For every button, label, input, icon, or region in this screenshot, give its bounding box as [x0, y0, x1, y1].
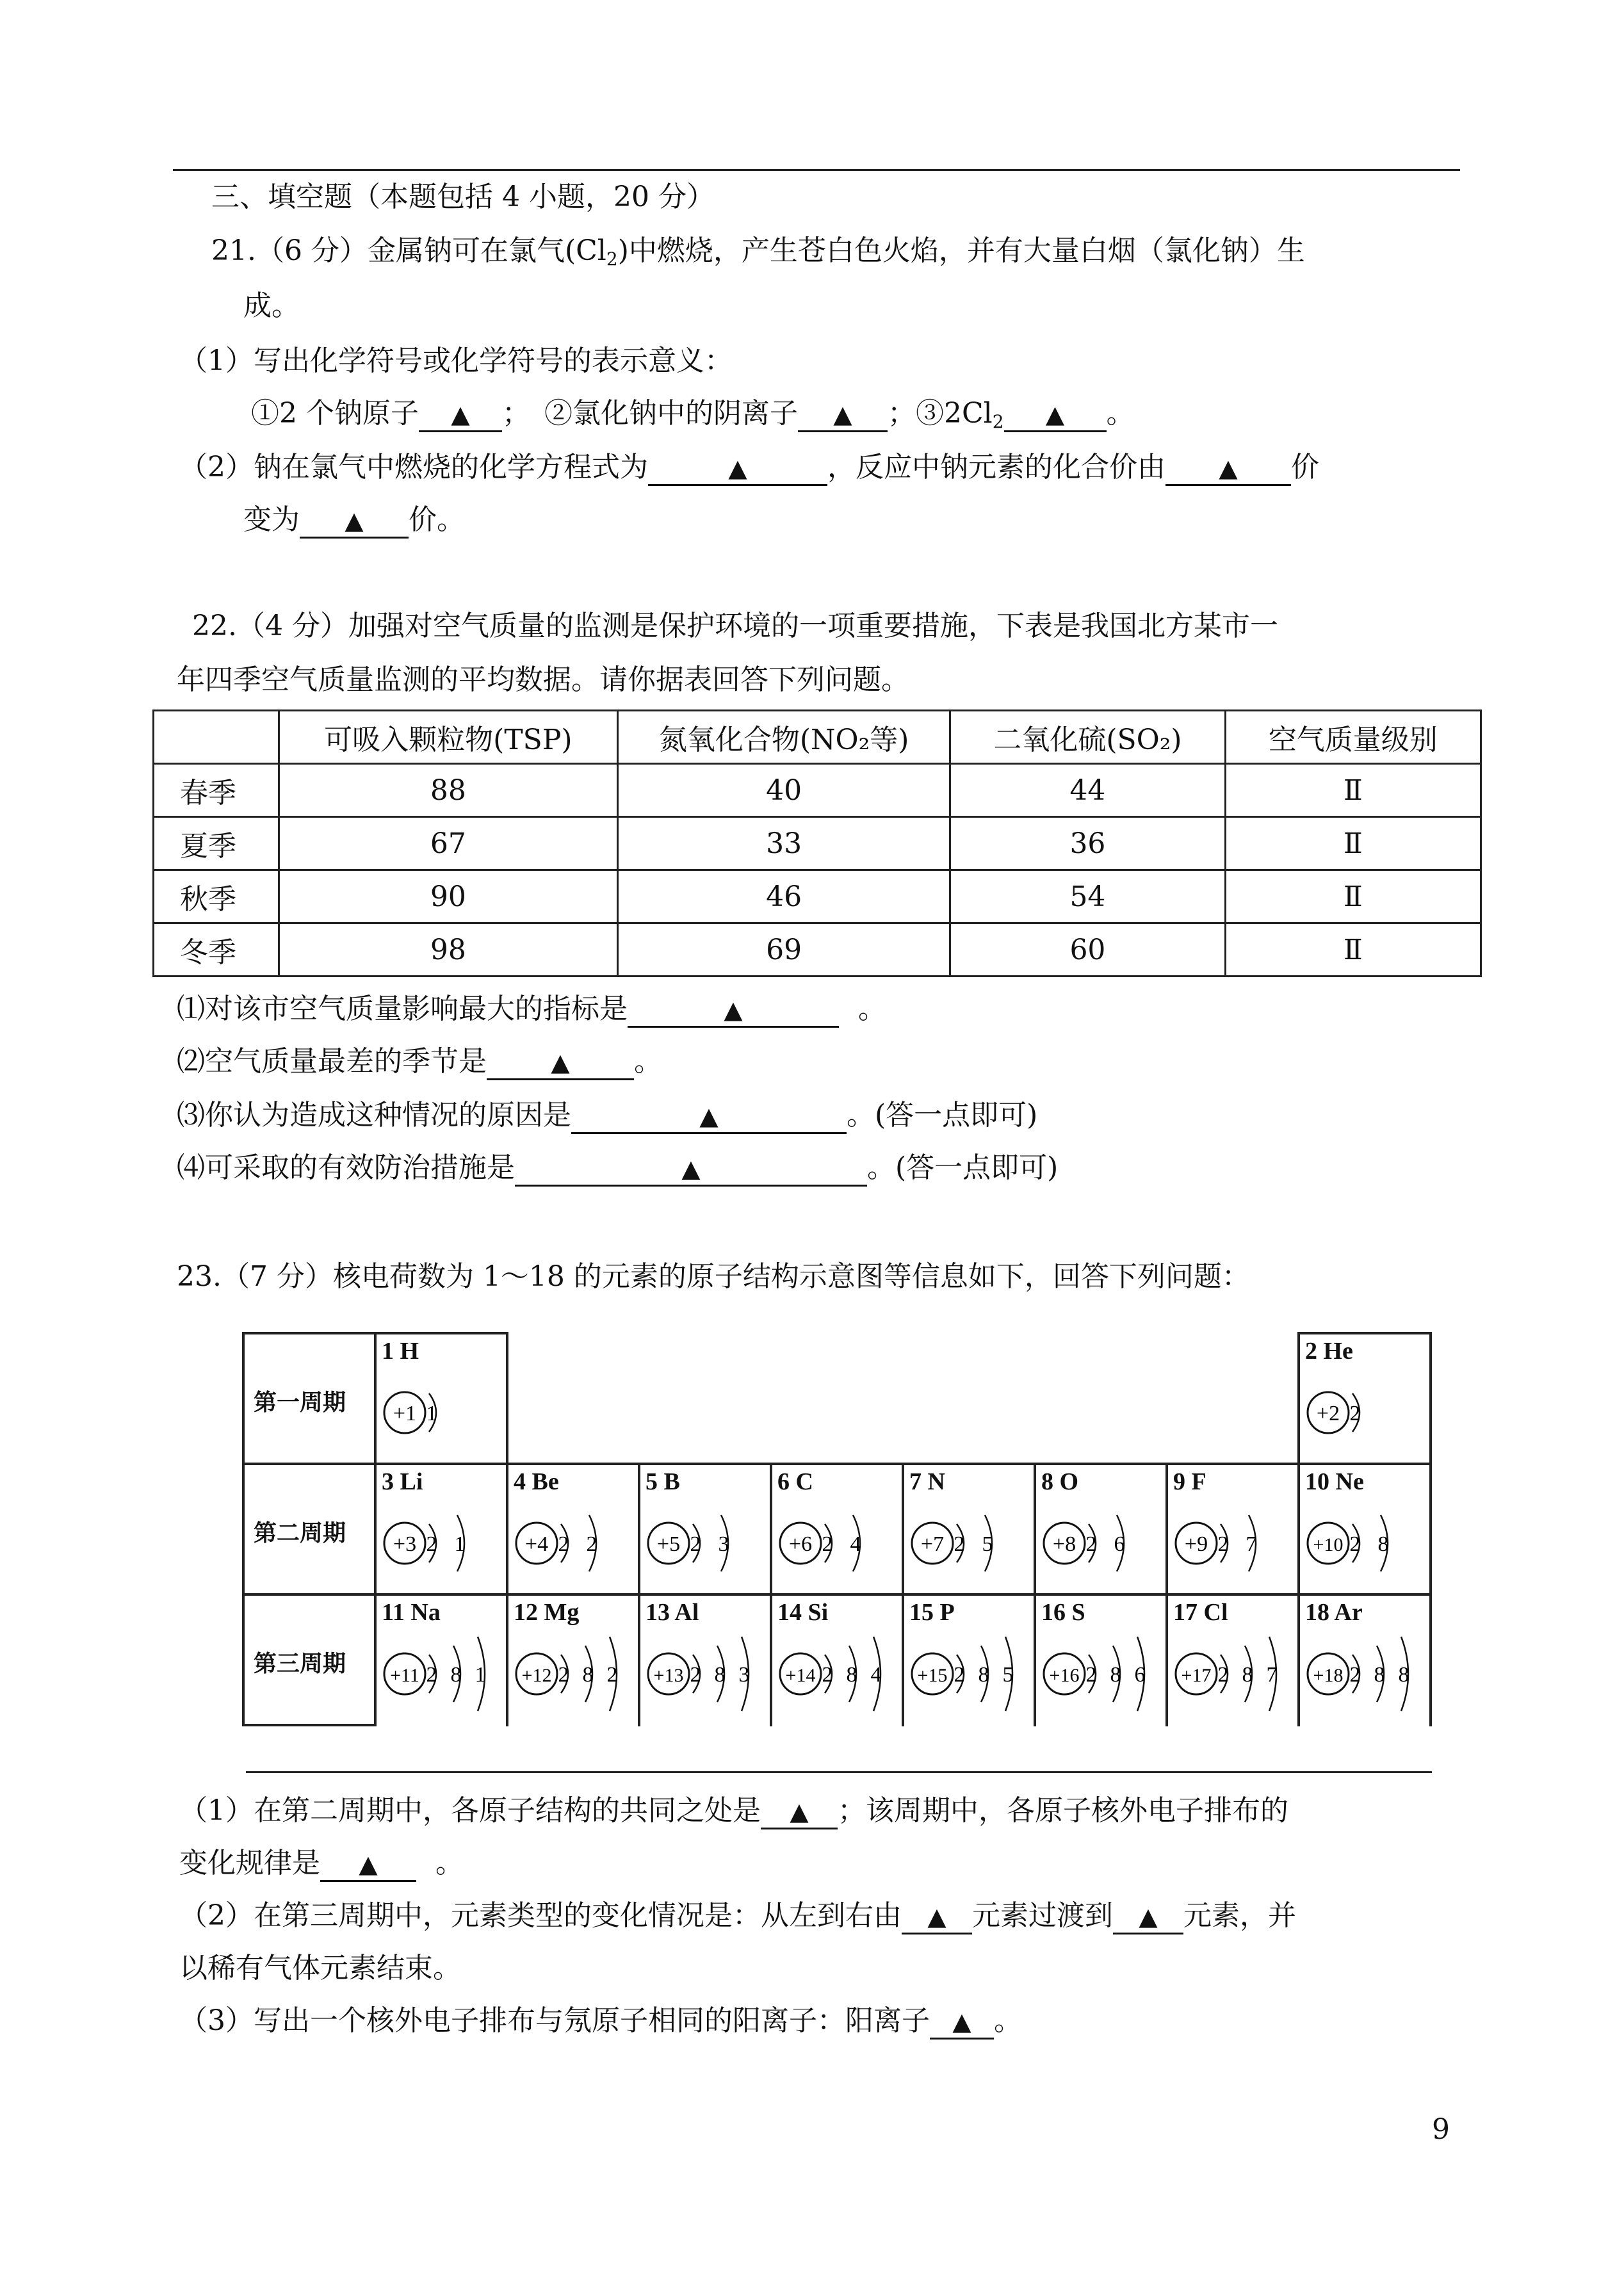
nucleus-charge: +10 [1313, 1534, 1344, 1555]
q23-stem: 23.（7 分）核电荷数为 1～18 的元素的原子结构示意图等信息如下，回答下列问题： [177, 1260, 1250, 1293]
q23-p3-b: 。 [994, 2004, 1022, 2037]
q21-p2-d: 变为 [243, 503, 300, 536]
shell-electron-count: 6 [1114, 1532, 1125, 1556]
shell-electron-count: 2 [822, 1532, 833, 1556]
q21-stem-cont: 成。 [243, 289, 300, 322]
q23-part2-cont: 以稀有气体元素结束。 [179, 1952, 461, 1984]
shell-electron-count: 2 [1349, 1663, 1361, 1687]
nucleus-charge: +16 [1049, 1665, 1080, 1686]
shell-electron-count: 2 [558, 1663, 569, 1687]
element-symbol: 7 N [909, 1468, 945, 1495]
element-cell [770, 1463, 904, 1596]
season-cell: 春季 [154, 764, 279, 817]
atom-structure-diagram [1040, 1634, 1162, 1717]
table-row [154, 764, 1481, 817]
table-header-row [154, 711, 1481, 764]
element-symbol: 10 Ne [1305, 1468, 1364, 1495]
answer-mark: ▲ [345, 507, 364, 535]
period-label: 第一周期 [254, 1390, 346, 1416]
element-symbol: 4 Be [514, 1468, 559, 1495]
atom-structure-diagram [1172, 1634, 1294, 1717]
answer-blank[interactable] [487, 1046, 634, 1080]
value-cell: Ⅱ [1225, 923, 1481, 977]
answer-blank[interactable] [1165, 451, 1291, 486]
shell-electron-count: 4 [870, 1663, 882, 1687]
answer-blank[interactable] [320, 1847, 416, 1882]
q21-p2-e: 价。 [409, 503, 465, 536]
element-cell [374, 1593, 508, 1726]
value-cell: 44 [950, 764, 1225, 817]
value-cell: Ⅱ [1225, 870, 1481, 923]
q21-p1-b: ； ②氯化钠中的阴离子 [501, 397, 798, 430]
answer-mark: ▲ [551, 1048, 570, 1076]
answer-blank[interactable] [628, 993, 839, 1028]
shell-electron-count: 8 [1377, 1532, 1389, 1556]
shell-electron-count: 6 [1134, 1663, 1146, 1687]
q21-p1-c-sub: 2 [992, 411, 1004, 432]
answer-blank[interactable] [515, 1152, 867, 1187]
element-symbol: 17 Cl [1173, 1599, 1228, 1626]
answer-blank[interactable] [571, 1099, 847, 1134]
value-cell: Ⅱ [1225, 764, 1481, 817]
element-cell [374, 1463, 508, 1596]
answer-mark: ▲ [699, 1102, 719, 1130]
q23-p1-a: （1）在第二周期中，各原子结构的共同之处是 [179, 1794, 761, 1827]
nucleus-charge: +1 [393, 1402, 417, 1425]
shell-electron-count: 3 [718, 1532, 729, 1556]
answer-mark: ▲ [833, 400, 852, 428]
value-cell: 36 [950, 817, 1225, 870]
shell-electron-count: 1 [426, 1402, 437, 1425]
shell-electron-count: 2 [1217, 1532, 1229, 1556]
season-cell: 夏季 [154, 817, 279, 870]
element-cell [638, 1463, 772, 1596]
element-symbol: 12 Mg [514, 1599, 580, 1626]
element-symbol: 8 O [1041, 1468, 1079, 1495]
atom-structure-diagram [380, 1504, 502, 1587]
element-symbol: 9 F [1173, 1468, 1206, 1495]
element-cell [506, 1593, 640, 1726]
q22-s3-end: 。(答一点即可) [847, 1099, 1038, 1131]
shell-electron-count: 1 [475, 1663, 486, 1687]
value-cell: 69 [618, 923, 950, 977]
element-cell [1297, 1593, 1432, 1726]
season-cell: 秋季 [154, 870, 279, 923]
answer-mark: ▲ [451, 400, 470, 428]
q22-s4-text: ⑷可采取的有效防治措施是 [177, 1151, 515, 1184]
element-cell [506, 1463, 640, 1596]
q23-p1-c: 变化规律是 [179, 1847, 320, 1879]
element-cell [902, 1593, 1036, 1726]
q23-p1-b: ；该周期中，各原子核外电子排布的 [838, 1794, 1288, 1827]
q21-stem-sub: 2 [606, 248, 618, 270]
answer-blank[interactable] [1004, 398, 1107, 432]
element-symbol: 1 H [382, 1338, 419, 1365]
element-symbol: 15 P [909, 1599, 955, 1626]
q21-part2-line [179, 448, 1319, 487]
shell-electron-count: 8 [582, 1663, 594, 1687]
shell-electron-count: 7 [1266, 1663, 1278, 1687]
q22-s1-text: ⑴对该市空气质量影响最大的指标是 [177, 993, 628, 1025]
answer-mark: ▲ [1045, 400, 1065, 428]
shell-electron-count: 8 [450, 1663, 462, 1687]
period-cell [242, 1332, 377, 1465]
element-symbol: 16 S [1041, 1599, 1085, 1626]
air-quality-table [152, 710, 1482, 977]
q23-p2-c: 元素，并 [1183, 1899, 1296, 1932]
nucleus-charge: +4 [524, 1532, 549, 1556]
nucleus-charge: +17 [1181, 1665, 1212, 1686]
atom-structure-diagram [776, 1504, 898, 1587]
atom-structure-diagram [512, 1634, 634, 1717]
shell-electron-count: 2 [1349, 1532, 1361, 1556]
element-cell [1034, 1463, 1168, 1596]
element-symbol: 3 Li [382, 1468, 423, 1495]
element-symbol: 18 Ar [1305, 1599, 1363, 1626]
nucleus-charge: +15 [917, 1665, 948, 1686]
answer-blank[interactable] [902, 1900, 972, 1934]
q21-stem-b: )中燃烧，产生苍白色火焰，并有大量白烟（氯化钠）生 [617, 234, 1305, 267]
element-symbol: 6 C [777, 1468, 813, 1495]
q22-sub3 [177, 1096, 1037, 1135]
q23-part2 [179, 1897, 1296, 1935]
table-header-cell: 二氧化硫(SO₂) [950, 711, 1225, 764]
atom-structure-diagram [644, 1634, 766, 1717]
element-symbol: 2 He [1305, 1338, 1353, 1365]
shell-electron-count: 8 [1374, 1663, 1385, 1687]
q21-p2-b: ，反应中钠元素的化合价由 [827, 451, 1165, 483]
shell-electron-count: 3 [738, 1663, 750, 1687]
season-cell: 冬季 [154, 923, 279, 977]
period-cell [242, 1593, 377, 1726]
shell-electron-count: 2 [426, 1663, 437, 1687]
q21-stem-a: 21.（6 分）金属钠可在氯气(Cl [211, 234, 606, 267]
shell-electron-count: 2 [1349, 1402, 1361, 1425]
q23-part1-cont [179, 1844, 464, 1883]
nucleus-charge: +13 [653, 1665, 684, 1686]
atom-structure-diagram [644, 1504, 766, 1587]
atom-structure-diagram [380, 1634, 502, 1717]
element-symbol: 5 B [646, 1468, 680, 1495]
shell-electron-count: 2 [690, 1663, 701, 1687]
q23-p2-a: （2）在第三周期中，元素类型的变化情况是：从左到右由 [179, 1899, 902, 1932]
element-symbol: 13 Al [646, 1599, 699, 1626]
element-cell [902, 1463, 1036, 1596]
shell-electron-count: 7 [1246, 1532, 1257, 1556]
shell-electron-count: 2 [822, 1663, 833, 1687]
answer-blank[interactable] [930, 2005, 994, 2040]
shell-electron-count: 2 [954, 1532, 965, 1556]
nucleus-charge: +11 [390, 1665, 419, 1686]
answer-mark: ▲ [724, 996, 743, 1024]
answer-mark: ▲ [681, 1155, 701, 1183]
q21-p1-end: 。 [1106, 397, 1135, 430]
value-cell: 33 [618, 817, 950, 870]
atom-structure-diagram [380, 1373, 502, 1456]
value-cell: 40 [618, 764, 950, 817]
value-cell: 60 [950, 923, 1225, 977]
answer-mark: ▲ [1219, 454, 1238, 482]
q22-s2-text: ⑵空气质量最差的季节是 [177, 1045, 487, 1078]
shell-electron-count: 8 [978, 1663, 989, 1687]
element-cell [1165, 1593, 1300, 1726]
element-cell [1297, 1463, 1432, 1596]
q23-p3-a: （3）写出一个核外电子排布与氖原子相同的阳离子：阳离子 [179, 2004, 930, 2037]
table-row [154, 923, 1481, 977]
shell-electron-count: 8 [714, 1663, 726, 1687]
q21-p2-a: （2）钠在氯气中燃烧的化学方程式为 [179, 451, 648, 483]
q21-part2-cont [243, 501, 465, 539]
q21-part1-line [251, 394, 1135, 433]
q22-stem: 22.（4 分）加强对空气质量的监测是保护环境的一项重要措施，下表是我国北方某市一 [192, 610, 1278, 642]
q23-part3 [179, 2002, 1022, 2040]
q22-s4-end: 。(答一点即可) [867, 1151, 1059, 1184]
shell-electron-count: 4 [850, 1532, 861, 1556]
q21-part1-title: （1）写出化学符号或化学符号的表示意义： [179, 345, 733, 377]
shell-electron-count: 5 [982, 1532, 993, 1556]
q23-p2-b: 元素过渡到 [972, 1899, 1113, 1932]
nucleus-charge: +2 [1316, 1402, 1340, 1425]
q22-sub4 [177, 1149, 1058, 1187]
atom-structure-diagram [776, 1634, 898, 1717]
shell-electron-count: 2 [1085, 1663, 1097, 1687]
q21-p1-a: ①2 个钠原子 [251, 397, 419, 430]
atom-structure-diagram [908, 1504, 1030, 1587]
period-label: 第三周期 [254, 1651, 346, 1677]
element-cell [770, 1593, 904, 1726]
page-number: 9 [1432, 2113, 1450, 2146]
section-title: 三、填空题（本题包括 4 小题，20 分） [211, 181, 715, 213]
answer-mark: ▲ [952, 2007, 971, 2036]
nucleus-charge: +12 [521, 1665, 552, 1686]
table-row [154, 817, 1481, 870]
period-label: 第二周期 [254, 1520, 346, 1546]
atom-structure-diagram [1304, 1504, 1425, 1587]
q22-sub1 [177, 990, 886, 1028]
atom-structure-diagram [1172, 1504, 1294, 1587]
answer-mark: ▲ [728, 454, 747, 482]
table-row [154, 870, 1481, 923]
shell-electron-count: 1 [454, 1532, 466, 1556]
table-header-cell: 氮氧化合物(NO₂等) [618, 711, 950, 764]
q21-p1-c: ；③2Cl [887, 397, 993, 430]
nucleus-charge: +6 [788, 1532, 813, 1556]
q22-stem-cont: 年四季空气质量监测的平均数据。请你据表回答下列问题。 [177, 663, 909, 696]
shell-electron-count: 8 [1398, 1663, 1409, 1687]
element-cell [1165, 1463, 1300, 1596]
answer-mark: ▲ [927, 1902, 946, 1931]
q23-p1-d: 。 [435, 1847, 464, 1879]
shell-electron-count: 2 [586, 1532, 597, 1556]
table-header-cell [154, 711, 279, 764]
value-cell: 67 [279, 817, 617, 870]
element-cell [638, 1593, 772, 1726]
atom-structure-diagram [1304, 1634, 1425, 1717]
q21-p2-c: 价 [1291, 451, 1319, 483]
value-cell: 54 [950, 870, 1225, 923]
answer-blank[interactable] [419, 398, 502, 432]
top-rule [173, 169, 1460, 171]
element-cell [374, 1332, 508, 1465]
nucleus-charge: +14 [785, 1665, 816, 1686]
shell-electron-count: 8 [846, 1663, 857, 1687]
atom-structure-diagram [512, 1504, 634, 1587]
value-cell: 90 [279, 870, 617, 923]
shell-electron-count: 2 [1085, 1532, 1097, 1556]
q23-part1 [179, 1792, 1288, 1830]
answer-blank[interactable] [798, 398, 888, 432]
nucleus-charge: +3 [393, 1532, 417, 1556]
period-cell [242, 1463, 377, 1596]
element-cell [1034, 1593, 1168, 1726]
nucleus-charge: +8 [1052, 1532, 1076, 1556]
answer-mark: ▲ [790, 1797, 809, 1826]
nucleus-charge: +5 [656, 1532, 681, 1556]
shell-electron-count: 2 [1217, 1663, 1229, 1687]
element-symbol: 11 Na [382, 1599, 441, 1626]
answer-blank[interactable] [1113, 1900, 1183, 1934]
shell-electron-count: 2 [426, 1532, 437, 1556]
q22-s1-end: 。 [858, 993, 886, 1025]
shell-electron-count: 8 [1110, 1663, 1121, 1687]
table-header-cell: 空气质量级别 [1225, 711, 1481, 764]
value-cell: 46 [618, 870, 950, 923]
nucleus-charge: +18 [1313, 1665, 1344, 1686]
answer-blank[interactable] [761, 1795, 838, 1829]
element-cell [1297, 1332, 1432, 1465]
answer-mark: ▲ [359, 1850, 378, 1878]
atom-structure-diagram [1304, 1373, 1425, 1456]
shell-electron-count: 2 [690, 1532, 701, 1556]
value-cell: Ⅱ [1225, 817, 1481, 870]
diagram-underline [246, 1771, 1432, 1773]
shell-electron-count: 2 [558, 1532, 569, 1556]
answer-blank[interactable] [300, 504, 409, 539]
table-header-cell: 可吸入颗粒物(TSP) [279, 711, 617, 764]
answer-mark: ▲ [1139, 1902, 1158, 1931]
shell-electron-count: 2 [606, 1663, 618, 1687]
shell-electron-count: 2 [954, 1663, 965, 1687]
element-symbol: 14 Si [777, 1599, 829, 1626]
nucleus-charge: +9 [1184, 1532, 1208, 1556]
q22-sub2 [177, 1042, 662, 1081]
q22-s3-text: ⑶你认为造成这种情况的原因是 [177, 1099, 571, 1131]
value-cell: 88 [279, 764, 617, 817]
shell-electron-count: 8 [1242, 1663, 1253, 1687]
q22-s2-end: 。 [634, 1045, 662, 1078]
q21-stem [211, 232, 1305, 270]
atom-structure-diagram [908, 1634, 1030, 1717]
answer-blank[interactable] [648, 451, 827, 486]
value-cell: 98 [279, 923, 617, 977]
atom-structure-diagram [1040, 1504, 1162, 1587]
shell-electron-count: 5 [1002, 1663, 1014, 1687]
nucleus-charge: +7 [920, 1532, 945, 1556]
